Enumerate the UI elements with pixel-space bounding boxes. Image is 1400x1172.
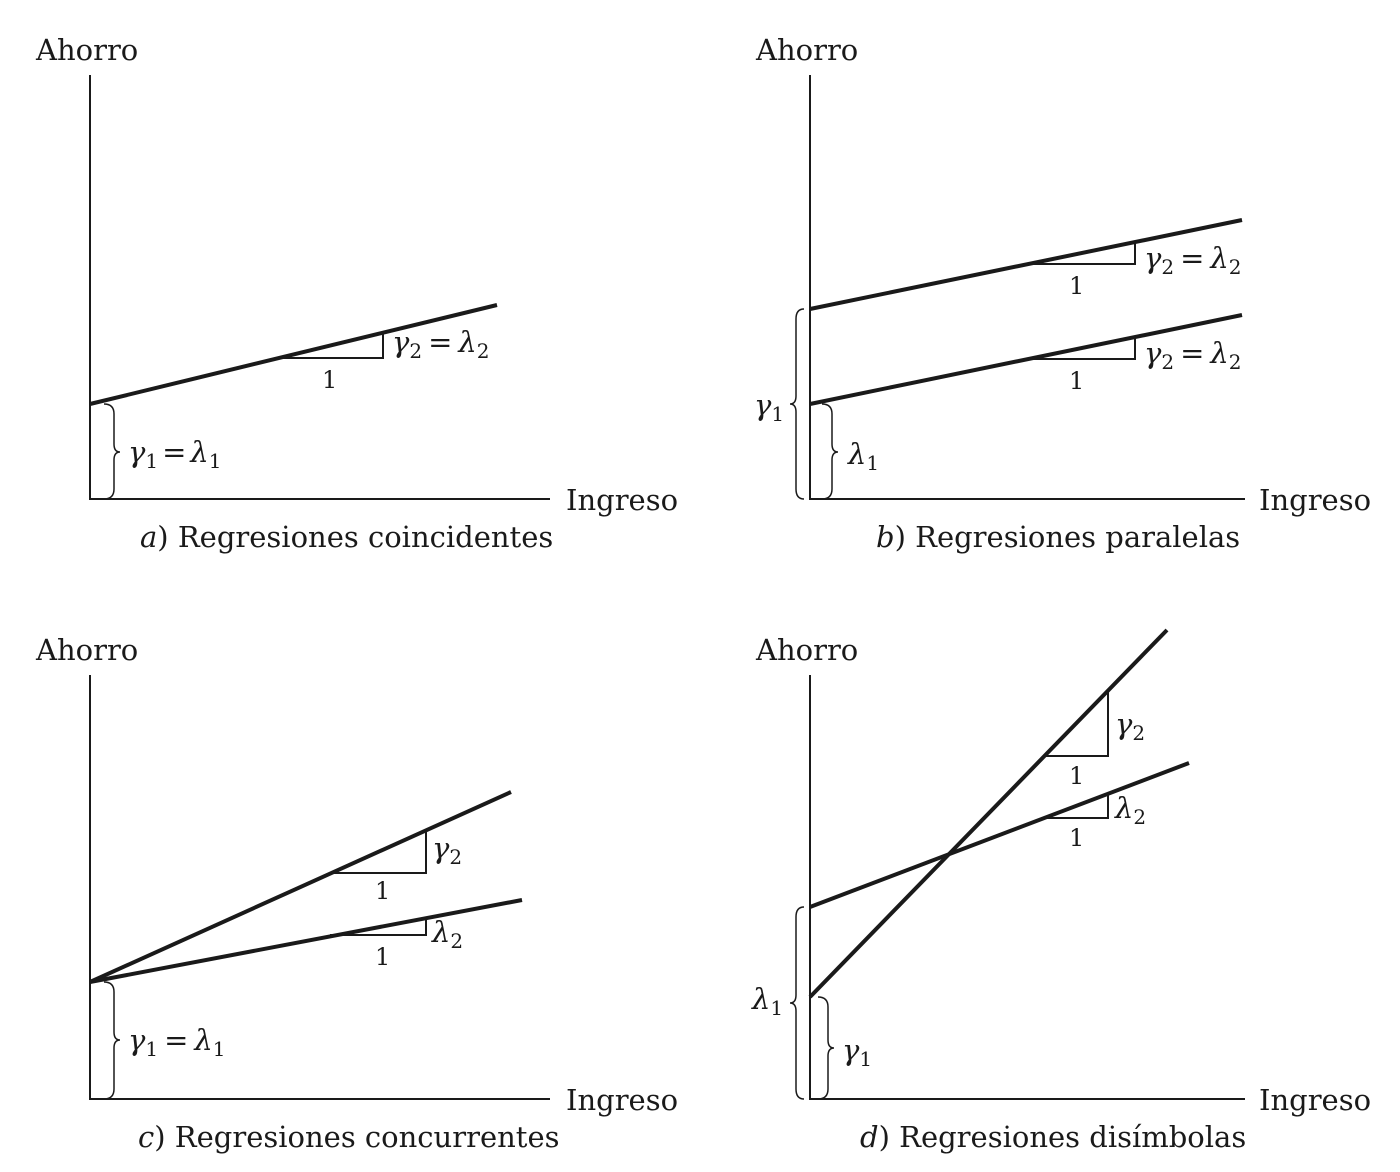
upper-regression-line: [810, 220, 1242, 309]
y-axis-label: Ahorro: [36, 633, 139, 667]
x-axis-label: Ingreso: [566, 1083, 679, 1117]
axes: [810, 75, 1245, 499]
upper-run-label: 1: [375, 877, 391, 905]
axes: [90, 675, 550, 1099]
panel-c: [35, 633, 678, 1154]
y-axis-label: Ahorro: [756, 33, 859, 67]
slope-label: $\gamma_2 = \lambda_2$: [392, 325, 490, 363]
inner-intercept-label: $\gamma_1$: [842, 1033, 873, 1071]
upper-slope-label: $\gamma_2$: [432, 831, 463, 869]
lower-slope-label: $\gamma_2 = \lambda_2$: [1144, 336, 1242, 374]
upper-slope-label: $\gamma_2 = \lambda_2$: [1144, 241, 1242, 279]
panel-caption: d) Regresiones disímbolas: [860, 1120, 1247, 1154]
panel-b: [754, 33, 1371, 554]
axes: [90, 75, 550, 499]
outer-intercept-label: $\lambda_1$: [752, 982, 784, 1020]
panel-caption: c) Regresiones concurrentes: [138, 1120, 560, 1154]
flatter-regression-line: [810, 763, 1189, 907]
upper-slope-label: $\gamma_2$: [1115, 707, 1146, 745]
lower-run-label: 1: [1069, 824, 1085, 852]
intercept-brace: [104, 404, 120, 499]
x-axis-label: Ingreso: [1259, 483, 1372, 517]
upper-run-label: 1: [1069, 272, 1085, 300]
lower-run-label: 1: [1069, 367, 1085, 395]
lower-slope-label: $\lambda_2$: [1115, 791, 1147, 829]
x-axis-label: Ingreso: [1259, 1083, 1372, 1117]
intercept-label: $\gamma_1 = \lambda_1$: [128, 435, 222, 473]
intercept-brace: [104, 982, 120, 1099]
steeper-regression-line: [810, 630, 1167, 997]
inner-intercept-label: $\lambda_1$: [848, 437, 880, 475]
panel-a: [35, 33, 678, 554]
intercept-label: $\gamma_1 = \lambda_1$: [128, 1023, 226, 1061]
outer-intercept-brace: [790, 907, 804, 1099]
outer-intercept-brace: [790, 309, 804, 499]
inner-intercept-brace: [818, 997, 834, 1099]
y-axis-label: Ahorro: [756, 633, 859, 667]
upper-run-label: 1: [1069, 762, 1085, 790]
steeper-regression-line: [90, 792, 511, 982]
lower-slope-label: $\lambda_2$: [432, 915, 464, 953]
panel-caption: a) Regresiones coincidentes: [140, 520, 554, 554]
run-label: 1: [322, 366, 338, 394]
lower-run-label: 1: [375, 943, 391, 971]
axes: [810, 675, 1245, 1099]
panel-caption: b) Regresiones paralelas: [876, 520, 1241, 554]
x-axis-label: Ingreso: [566, 483, 679, 517]
inner-intercept-brace: [822, 404, 838, 499]
outer-intercept-label: $\gamma_1$: [754, 388, 785, 426]
panel-d: [751, 630, 1371, 1154]
y-axis-label: Ahorro: [36, 33, 139, 67]
